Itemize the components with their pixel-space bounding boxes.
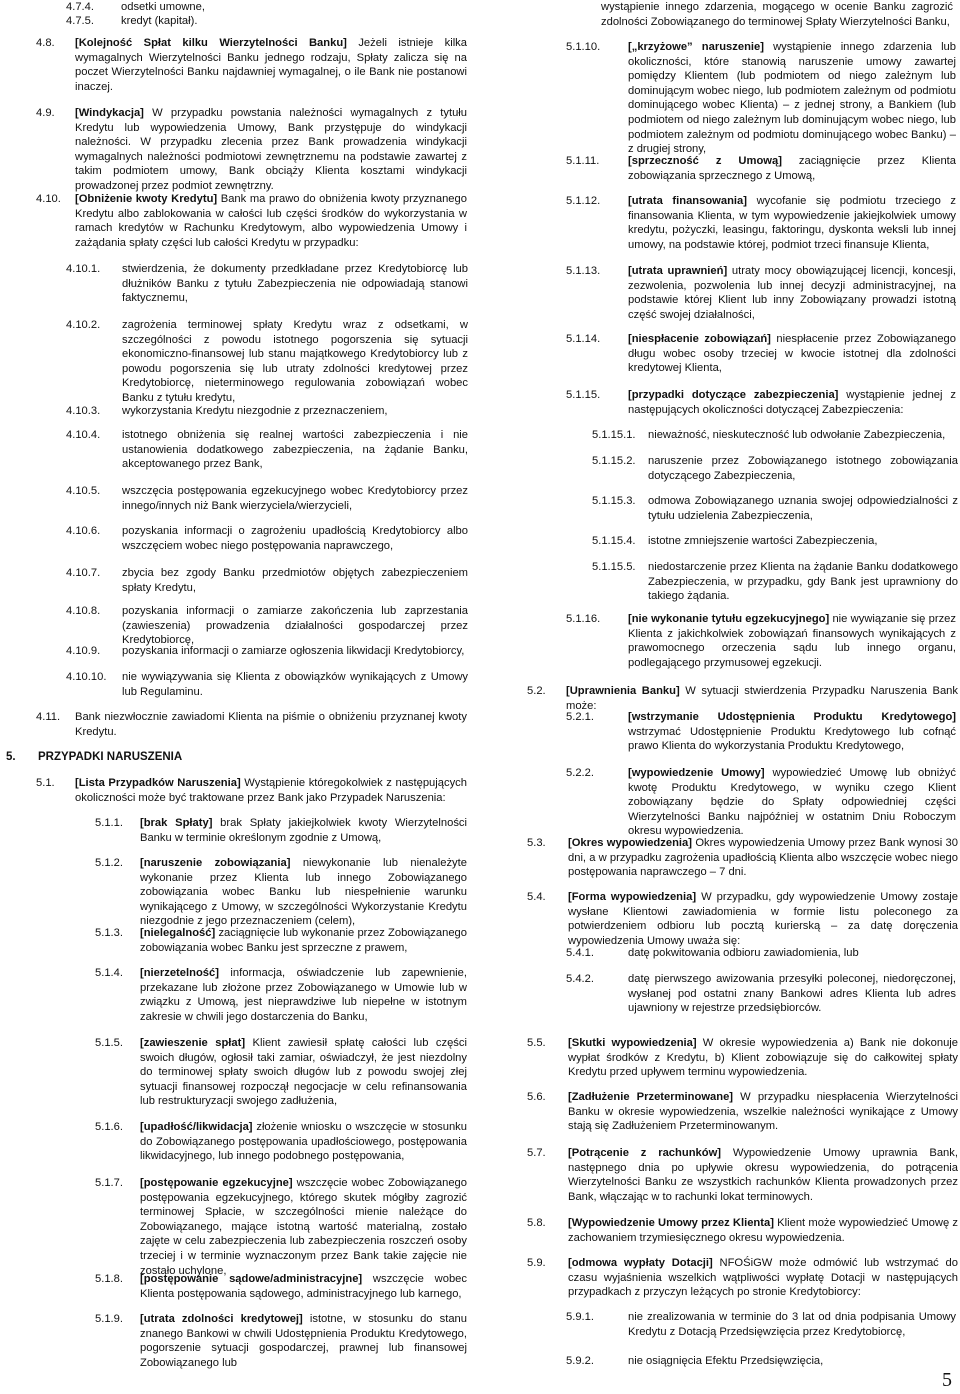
clause-body: wszczęcia postępowania egzekucyjnego wobec Kredytobiorcy przez innego/innych niż Bank wierzyciela/wierzycieli,: [122, 485, 468, 512]
clause-body: nie zrealizowania w terminie do 3 lat od dnia podpisania Umowy Kredytu z Dotacją Przedsięwzięcia przez Kredytobiorcę,: [628, 1311, 956, 1338]
clause-body: niewykonanie lub nienależyte wykonanie przez Klienta lub innego Zobowiązanego zobowiązania wobec Banku lub niespełnienie warunku wynikającego z Umowy, w szczególności Wykorzystanie Kredytu niezgodnie z jego przeznaczeniem (celem),: [140, 857, 467, 928]
clause-text: [628, 1354, 956, 1369]
clause-text: [121, 14, 471, 29]
clause-text: [75, 710, 467, 739]
clause-title: [utrata uprawnień]: [628, 265, 728, 277]
clause-body: datę pierwszego awizowania przesyłki poleconej, niedoręczonej, wysłanej pod ostatni znany Bankowi adres Klienta lub adres ujawniony w rejestrze przedsiębiorców.: [628, 973, 956, 1015]
clause-body: odsetki umowne,: [121, 1, 205, 13]
clause-body: W sytuacji stwierdzenia Przypadku Naruszenia Bank może:: [566, 685, 958, 712]
clause-title: [niespłacenie zobowiązań]: [628, 333, 771, 345]
clause-body: Wypowiedzenie Umowy uprawnia Bank, następnego dnia po upływie okresu wypowiedzenia, do potrącenia Wierzytelności Banku ze wszystkich rachunków Klienta prowadzonych przez Bank, włączając w to rachunki lokat terminowych.: [568, 1147, 958, 1203]
clause-number: 5.2.1.: [566, 711, 594, 723]
clause-body: nie wywiązanie się przez Klienta z jakichkolwiek zobowiązań finansowych wynikających z prawomocnego orzeczenia sądu lub innego organu, podlegającego przymusowej egzekucji.: [628, 613, 956, 669]
clause-text: [121, 0, 471, 15]
clause-number: 5.1.2.: [95, 857, 123, 869]
clause-number: 5.1.10.: [566, 41, 601, 53]
clause-text: [628, 40, 956, 157]
clause-body: stwierdzenia, że dokumenty przedkładane przez Kredytobiorcę lub dłużników Banku z tytułu Zabezpieczenia nie odpowiadają stanowi faktycznemu,: [122, 263, 468, 305]
clause-number: 5.1.11.: [566, 155, 600, 167]
clause-body: wypowiedzieć Umowę lub obniżyć kwotę Produktu Kredytowego, w wyniku czego Klient zobowiązany będzie do Spłaty odpowiedniej części Wierzytelności Banku najpóźniej w ostatnim Dniu Roboczym okresu wypowiedzenia.: [628, 767, 956, 838]
clause-text: [140, 1272, 467, 1301]
clause-text: [628, 766, 956, 839]
clause-text: [140, 926, 467, 955]
clause-text: [140, 1036, 467, 1109]
clause-text: [140, 816, 467, 845]
clause-title: [naruszenie zobowiązania]: [140, 857, 291, 869]
clause-title: [Okres wypowiedzenia]: [568, 837, 692, 849]
clause-body: informacja, oświadczenie lub zapewnienie, przekazane lub złożone przez Zobowiązanego w Umowie lub w związku z Umową, jest nieprawdziwe lub niepełne w istotnym zakresie w chwili jego dostarczenia do Banku,: [140, 967, 467, 1023]
clause-body: wykorzystania Kredytu niezgodnie z przeznaczeniem,: [122, 405, 388, 417]
clause-text: [628, 388, 956, 417]
clause-number: 5.3.: [527, 837, 546, 849]
clause-number: 5.9.2.: [566, 1355, 594, 1367]
clause-text: [75, 192, 467, 250]
clause-number: 5.1.3.: [95, 927, 123, 939]
clause-number: 4.10.5.: [66, 485, 101, 497]
clause-text: [568, 1256, 958, 1300]
clause-number: 5.2.: [527, 685, 546, 697]
clause-title: [sprzeczność z Umową]: [628, 155, 782, 167]
page-number: 5: [942, 1369, 952, 1392]
clause-title: [Windykacja]: [75, 107, 144, 119]
clause-text: [628, 154, 956, 183]
clause-title: [odmowa wypłaty Dotacji]: [568, 1257, 713, 1269]
clause-body: brak Spłaty jakiejkolwiek kwoty Wierzytelności Banku w terminie określonym zgodnie z Umową,: [140, 817, 467, 844]
clause-title: [„krzyżowe” naruszenie]: [628, 41, 764, 53]
clause-number: 5.1.5.: [95, 1037, 123, 1049]
clause-number: 4.10.4.: [66, 429, 101, 441]
clause-body: datę pokwitowania odbioru zawiadomienia, lub: [628, 947, 859, 959]
clause-number: 4.8.: [36, 37, 55, 49]
clause-text: [122, 524, 468, 553]
clause-number: 5.4.1.: [566, 947, 594, 959]
clause-text: [75, 36, 467, 94]
clause-title: [Zadłużenie Przeterminowane]: [568, 1091, 734, 1103]
clause-text: [628, 332, 956, 376]
clause-body: pozyskania informacji o zamiarze zakończenia lub zaprzestania (zawieszenia) prowadzenia działalności gospodarczej przez Kredytobiorcę,: [122, 605, 468, 647]
clause-title: [Uprawnienia Banku]: [566, 685, 680, 697]
clause-number: 5.1.: [36, 777, 55, 789]
clause-title: [upadłość/likwidacja]: [140, 1121, 253, 1133]
clause-body: Jeżeli istnieje kilka wymagalnych Wierzytelności Banku jednego rodzaju, Spłaty zalicza się na poczet Wierzytelności Banku najdawniej wymagalnej, o ile Bank nie postanowi inaczej.: [75, 37, 467, 93]
clause-title: [Potrącenie z rachunków]: [568, 1147, 722, 1159]
clause-body: wycofanie się podmiotu trzeciego z finansowania Klienta, w tym wypowiedzenie jakiejkolwiek umowy kredytu, pożyczki, leasingu, faktoringu, dyskonta weksli lub innej umowy, na podstawie której, podmiot trzeci finansuje Klienta,: [628, 195, 956, 251]
clause-number: 4.10.3.: [66, 405, 101, 417]
clause-number: 5.9.: [527, 1257, 546, 1269]
clause-text: [568, 890, 958, 948]
clause-body: istotne zmniejszenie wartości Zabezpieczenia,: [648, 535, 878, 547]
clause-title: [postępowanie egzekucyjne]: [140, 1177, 293, 1189]
clause-text: [140, 1176, 467, 1278]
clause-text: [628, 946, 956, 961]
clause-number: 5.1.15.4.: [592, 535, 636, 547]
clause-title: [wstrzymanie Udostępnienia Produktu Kredytowego]: [628, 711, 956, 723]
clause-number: 5.: [6, 751, 16, 763]
clause-title: [Skutki wypowiedzenia]: [568, 1037, 697, 1049]
clause-body: zagrożenia terminowej spłaty Kredytu wraz z odsetkami, w szczególności z powodu istotnego pogorszenia się sytuacji ekonomiczno-finansowej lub stanu majątkowego Kredytobiorcy lub z powodu pogorszenia się lub utraty zdolności kredytowej przez Kredytobiorcę, nieterminowego regulowania zobowiązań wobec Banku z tytułu kredytu,: [122, 319, 468, 404]
clause-body: złożenie wniosku o wszczęcie w stosunku do Zobowiązanego postępowania upadłościowego, postępowania likwidacyjnego, lub innego podobnego postępowania,: [140, 1121, 467, 1163]
clause-text: [566, 684, 958, 713]
clause-text: [122, 566, 468, 595]
clause-body: wszczęcie wobec Zobowiązanego postępowania egzekucyjnego, którego skutek mógłby zagrozić terminowej Spłacie, w szczególności mienie należące do Zobowiązanego, mające istotną wartość materialną, zostało zajęte w celu zabezpieczenia lub zabezpieczenia roszczeń osoby trzeciej i w terminie wyznaczonym przez Bank takie zajęcie nie zostało uchylone,: [140, 1177, 467, 1277]
clause-body: Wystąpienie któregokolwiek z następujących okoliczności może być traktowane przez Bank jako Przypadek Naruszenia:: [75, 777, 467, 804]
clause-number: 5.2.2.: [566, 767, 594, 779]
clause-body: Bank niezwłocznie zawiadomi Klienta na piśmie o obniżeniu przyznanej kwoty Kredytu.: [75, 711, 467, 738]
clause-number: 5.1.13.: [566, 265, 601, 277]
clause-number: 5.1.7.: [95, 1177, 123, 1189]
clause-number: 5.1.15.3.: [592, 495, 636, 507]
clause-body: W okresie wypowiedzenia a) Bank nie dokonuje wypłat środków z Kredytu, b) Klient zobowiązuje się do całkowitej spłaty Kredytu przed upływem terminu wypowiedzenia.: [568, 1037, 958, 1079]
clause-title: [Kolejność Spłat kilku Wierzytelności Banku]: [75, 37, 347, 49]
clause-body: NFOŚiGW może odmówić lub wstrzymać do czasu wyjaśnienia wszelkich wątpliwości wypłatę Dotacji w następujących przypadkach z przyczyn leżących po stronie Kredytobiorcy:: [568, 1257, 958, 1299]
clause-title: [Forma wypowiedzenia]: [568, 891, 697, 903]
clause-title: [nie wykonanie tytułu egzekucyjnego]: [628, 613, 830, 625]
clause-body: istotnego obniżenia się realnej wartości zabezpieczenia i nie ustanowienia dodatkowego zabezpieczenia, na żądanie Banku, akceptowanego przez Bank,: [122, 429, 468, 471]
clause-text: [648, 560, 958, 604]
clause-number: 5.1.9.: [95, 1313, 123, 1325]
clause-text: [628, 710, 956, 754]
clause-text: [568, 1146, 958, 1204]
clause-number: 5.1.15.5.: [592, 561, 636, 573]
clause-text: [122, 484, 468, 513]
clause-text: [140, 1120, 467, 1164]
clause-number: 5.6.: [527, 1091, 546, 1103]
clause-body: pozyskania informacji o zagrożeniu upadłością Kredytobiorcy albo wszczęciem wobec niego postępowania naprawczego,: [122, 525, 468, 552]
clause-body: niedostarczenie przez Klienta na żądanie Banku dodatkowego Zabezpieczenia, w przypadku, gdy Bank jest uprawniony do takiego żądania.: [648, 561, 958, 603]
clause-text: [628, 1310, 956, 1339]
clause-number: 5.1.16.: [566, 613, 601, 625]
clause-body: istotne, w stosunku do stanu znanego Bankowi w chwili Udostępnienia Produktu Kredytowego, pogorszenie sytuacji gospodarczej, prawnej lub finansowej Zobowiązanego lub: [140, 1313, 467, 1369]
clause-body: Bank ma prawo do obniżenia kwoty przyznanego Kredytu albo zablokowania w całości lub części środków do wykorzystania w ramach kredytów w Rachunku Kredytowym, albo wypowiedzenia Umowy i zażądania spłaty części lub całości Kredytu w przypadku:: [75, 193, 467, 249]
clause-text: [122, 604, 468, 648]
clause-number: 5.1.8.: [95, 1273, 123, 1285]
clause-number: 5.4.2.: [566, 973, 594, 985]
clause-number: 4.10.: [36, 193, 61, 205]
clause-number: 5.4.: [527, 891, 546, 903]
clause-body: W przypadku powstania należności wymagalnych z tytułu Kredytu lub wypowiedzenia Umowy, Bank przystępuje do windykacji należności. W przypadku zlecenia przez Bank prowadzenia windykacji wymagalnych należności podmiotowi zewnętrznemu na podstawie zawartej z takim podmiotem umowy, Bank obciąży Klienta kosztami windykacji prowadzonej przez podmiot zewnętrzny.: [75, 107, 467, 192]
clause-number: 4.7.5.: [66, 15, 94, 27]
clause-body: nieważność, nieskuteczność lub odwołanie Zabezpieczenia,: [648, 429, 946, 441]
clause-text: [568, 836, 958, 880]
clause-body: wystąpienie innego zdarzenia lub okoliczności, które stanowią naruszenie umowy zawartej pomiędzy Klientem (lub podmiotem od niego zależnym lub dominującym wobec niego, lub podmiotem zależnym od podmiotu dominującego wobec Klienta) – z jednej strony, a Bankiem (lub podmiotem od niego zależnym lub dominującym wobec niego, lub podmiotem zależnym od podmiotu dominującego wobec Banku) – z drugiej strony,: [628, 41, 957, 156]
clause-body: wystąpienie innego zdarzenia, mogącego w ocenie Banku zagrozić zdolności Zobowiązanego do terminowej Spłaty Wierzytelności Banku,: [601, 1, 953, 28]
clause-title: [nierzetelność]: [140, 967, 219, 979]
clause-text: [140, 1312, 467, 1370]
clause-body: zaciągnięcie przez Klienta zobowiązania sprzecznego z Umową,: [628, 155, 956, 182]
clause-text: [648, 494, 958, 523]
clause-number: 5.5.: [527, 1037, 546, 1049]
clause-number: 4.10.2.: [66, 319, 101, 331]
clause-text: [648, 428, 958, 443]
clause-text: [75, 776, 467, 805]
clause-number: 4.10.6.: [66, 525, 101, 537]
section-heading: PRZYPADKI NARUSZENIA: [38, 751, 183, 763]
clause-number: 4.10.8.: [66, 605, 101, 617]
clause-number: 5.1.6.: [95, 1121, 123, 1133]
clause-body: Klient może wypowiedzieć Umowę z zachowaniem trzymiesięcznego okresu wypowiedzenia.: [568, 1217, 958, 1244]
clause-text: [122, 670, 468, 699]
clause-number: 5.1.15.1.: [592, 429, 636, 441]
clause-number: 4.10.9.: [66, 645, 101, 657]
clause-text: [568, 1216, 958, 1245]
clause-body: W przypadku, gdy wypowiedzenie Umowy zostaje wysłane Klientowi zawiadomienia w formie listu poleconego za potwierdzeniem odbioru lub pocztą kurierską – za datę doręczenia wypowiedzenia Umowy uważa się:: [568, 891, 958, 947]
clause-text: [122, 318, 468, 406]
clause-body: utraty mocy obowiązującej licencji, koncesji, zezwolenia, pozwolenia lub innej decyzji administracyjnej, na podstawie której Klient lub inny Zobowiązany prowadzi istotną część swojej działalności,: [628, 265, 956, 321]
clause-number: 5.1.15.: [566, 389, 601, 401]
clause-text: [648, 454, 958, 483]
clause-body: nie wywiązywania się Klienta z obowiązków wynikających z Umowy lub Regulaminu.: [122, 671, 468, 698]
clause-body: wstrzymać Udostępnienie Produktu Kredytowego lub cofnąć prawo Klienta do wykorzystania Produktu Kredytowego,: [628, 725, 956, 753]
clause-body: wszczęcie wobec Klienta postępowania sądowego, administracyjnego lub karnego,: [140, 1273, 467, 1300]
clause-number: 5.7.: [527, 1147, 546, 1159]
clause-body: kredyt (kapitał).: [121, 15, 198, 27]
clause-text: [140, 966, 467, 1024]
clause-body: Okres wypowiedzenia Umowy przez Bank wynosi 30 dni, a w przypadku zagrożenia upadłością Klienta albo wszczęcie wobec niego postępowania naprawczego – 7 dni.: [568, 837, 959, 879]
clause-number: 4.11.: [36, 711, 61, 723]
clause-text: [140, 856, 467, 929]
clause-number: 4.10.10.: [66, 671, 107, 683]
clause-title: [utrata zdolności kredytowej]: [140, 1313, 303, 1325]
clause-text: [648, 534, 958, 549]
clause-number: 5.1.14.: [566, 333, 601, 345]
clause-title: [Lista Przypadków Naruszenia]: [75, 777, 241, 789]
clause-text: [75, 106, 467, 194]
clause-number: 4.7.4.: [66, 1, 94, 13]
clause-number: 5.1.4.: [95, 967, 123, 979]
clause-body: niespłacenie przez Zobowiązanego długu wobec osoby trzeciej w kwocie istotnej dla zdolności kredytowej Klienta,: [628, 333, 956, 375]
clause-body: odmowa Zobowiązanego uznania swojej odpowiedzialności z tytułu udzielenia Zabezpieczenia,: [648, 495, 958, 522]
clause-title: [Wypowiedzenie Umowy przez Klienta]: [568, 1217, 774, 1229]
clause-text: [568, 1090, 958, 1134]
clause-body: W przypadku niespłacenia Wierzytelności Banku w okresie wypowiedzenia, wszelkie należności wynikające z Umowy stają się Zadłużeniem Przeterminowanym.: [568, 1091, 959, 1133]
clause-text: [122, 262, 468, 306]
clause-body: naruszenie przez Zobowiązanego istotnego zobowiązania dotyczącego Zabezpieczenia,: [648, 455, 958, 482]
clause-body: pozyskania informacji o zamiarze ogłoszenia likwidacji Kredytobiorcy,: [122, 645, 465, 657]
clause-text: [628, 972, 956, 1016]
clause-body: Klient zawiesił spłatę całości lub części swoich długów, ogłosił taki zamiar, oświadczył, że jest niezdolny do terminowej spłaty swoich długów lub z powodu swojej złej sytuacji finansowej rozpoczął negocjacje w celu refinansowania lub restrukturyzacji swojego zadłużenia,: [140, 1037, 467, 1108]
clause-body: zaciągnięcie lub wykonanie przez Zobowiązanego zobowiązania wobec Banku jest sprzeczne z prawem,: [140, 927, 467, 954]
clause-body: zbycia bez zgody Banku przedmiotów objętych zabezpieczeniem spłaty Kredytu,: [122, 567, 468, 594]
clause-title: [postępowanie sądowe/administracyjne]: [140, 1273, 363, 1285]
clause-title: [brak Spłaty]: [140, 817, 213, 829]
clause-title: [wypowiedzenie Umowy]: [628, 767, 765, 779]
clause-title: [utrata finansowania]: [628, 195, 747, 207]
clause-text: [628, 264, 956, 322]
clause-text: [628, 612, 956, 670]
clause-number: 5.1.15.2.: [592, 455, 636, 467]
clause-text: [601, 0, 953, 29]
clause-number: 4.10.1.: [66, 263, 101, 275]
clause-text: [122, 644, 468, 659]
clause-body: nie osiągnięcia Efektu Przedsięwzięcia,: [628, 1355, 824, 1367]
clause-title: [przypadki dotyczące zabezpieczenia]: [628, 389, 839, 401]
clause-text: [122, 404, 468, 419]
clause-text: [628, 194, 956, 252]
clause-number: 5.8.: [527, 1217, 546, 1229]
clause-body: wystąpienie jednej z następujących okoliczności dotyczącej Zabezpieczenia:: [628, 389, 957, 416]
clause-text: [122, 428, 468, 472]
clause-number: 4.9.: [36, 107, 55, 119]
clause-title: [nielegalność]: [140, 927, 216, 939]
clause-number: 5.1.1.: [95, 817, 123, 829]
clause-number: 4.10.7.: [66, 567, 101, 579]
clause-number: 5.1.12.: [566, 195, 601, 207]
clause-title: [zawieszenie spłat]: [140, 1037, 246, 1049]
clause-number: 5.9.1.: [566, 1311, 594, 1323]
clause-title: [Obniżenie kwoty Kredytu]: [75, 193, 218, 205]
clause-text: [568, 1036, 958, 1080]
